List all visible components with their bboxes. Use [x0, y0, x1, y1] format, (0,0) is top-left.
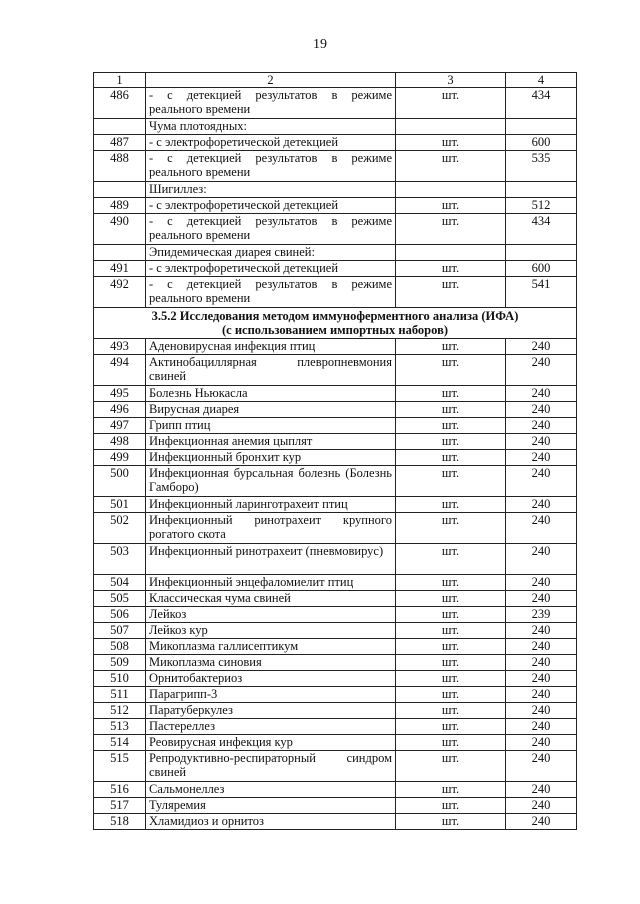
empty-cell: [506, 119, 577, 135]
row-price: 240: [506, 386, 577, 402]
row-unit: шт.: [396, 88, 506, 119]
row-number: 496: [94, 402, 146, 418]
row-number: 495: [94, 386, 146, 402]
table-row: [94, 782, 577, 798]
row-number: 491: [94, 261, 146, 277]
row-number: 486: [94, 88, 146, 119]
price-table-body: [94, 73, 577, 830]
row-number: 515: [94, 751, 146, 782]
table-row: [94, 607, 577, 623]
row-unit: шт.: [396, 607, 506, 623]
row-unit: шт.: [396, 798, 506, 814]
empty-cell: [396, 119, 506, 135]
row-price: 434: [506, 88, 577, 119]
row-description: Сальмонеллез: [146, 782, 396, 798]
row-description: - с электрофоретической детекцией: [146, 198, 396, 214]
row-description: Паратуберкулез: [146, 703, 396, 719]
group-heading: Эпидемическая диарея свиней:: [146, 245, 396, 261]
row-number: 509: [94, 655, 146, 671]
row-unit: шт.: [396, 355, 506, 386]
row-unit: шт.: [396, 782, 506, 798]
row-description: Болезнь Ньюкасла: [146, 386, 396, 402]
row-price: 240: [506, 719, 577, 735]
row-unit: шт.: [396, 261, 506, 277]
row-number: 517: [94, 798, 146, 814]
empty-cell: [506, 245, 577, 261]
header-cell: 1: [94, 73, 146, 88]
row-description: Реовирусная инфекция кур: [146, 735, 396, 751]
empty-cell: [94, 182, 146, 198]
row-description: Вирусная диарея: [146, 402, 396, 418]
row-description: Парагрипп-3: [146, 687, 396, 703]
row-unit: шт.: [396, 513, 506, 544]
row-number: 514: [94, 735, 146, 751]
row-price: 240: [506, 735, 577, 751]
header-cell: 3: [396, 73, 506, 88]
table-row: [94, 513, 577, 544]
row-description: Инфекционный ринотрахеит крупного рогатого скота: [146, 513, 396, 544]
row-unit: шт.: [396, 214, 506, 245]
row-description: - с детекцией результатов в режиме реального времени: [146, 151, 396, 182]
row-unit: шт.: [396, 703, 506, 719]
row-number: 512: [94, 703, 146, 719]
row-price: 240: [506, 575, 577, 591]
table-row: [94, 355, 577, 386]
row-number: 501: [94, 497, 146, 513]
row-price: 600: [506, 261, 577, 277]
row-unit: шт.: [396, 591, 506, 607]
row-price: 535: [506, 151, 577, 182]
row-unit: шт.: [396, 339, 506, 355]
table-row: [94, 151, 577, 182]
table-row: [94, 719, 577, 735]
row-description: - с детекцией результатов в режиме реального времени: [146, 214, 396, 245]
table-row: [94, 434, 577, 450]
row-description: Инфекционный бронхит кур: [146, 450, 396, 466]
row-price: 240: [506, 339, 577, 355]
group-heading-row: [94, 245, 577, 261]
row-description: Аденовирусная инфекция птиц: [146, 339, 396, 355]
empty-cell: [396, 245, 506, 261]
table-row: [94, 687, 577, 703]
row-price: 240: [506, 814, 577, 830]
row-price: 240: [506, 513, 577, 544]
section-heading-row: [94, 308, 577, 339]
row-number: 489: [94, 198, 146, 214]
row-description: Инфекционный ринотрахеит (пневмовирус): [146, 544, 396, 575]
row-number: 505: [94, 591, 146, 607]
row-number: 500: [94, 466, 146, 497]
row-number: 503: [94, 544, 146, 575]
table-row: [94, 591, 577, 607]
row-unit: шт.: [396, 402, 506, 418]
row-description: Классическая чума свиней: [146, 591, 396, 607]
row-price: 240: [506, 450, 577, 466]
row-unit: шт.: [396, 639, 506, 655]
table-row: [94, 261, 577, 277]
table-row: [94, 655, 577, 671]
row-description: Репродуктивно-респираторный синдром свиней: [146, 751, 396, 782]
row-price: 240: [506, 655, 577, 671]
table-row: [94, 135, 577, 151]
group-heading: Шигиллез:: [146, 182, 396, 198]
row-description: Лейкоз: [146, 607, 396, 623]
row-unit: шт.: [396, 719, 506, 735]
table-row: [94, 214, 577, 245]
row-number: 504: [94, 575, 146, 591]
row-unit: шт.: [396, 450, 506, 466]
row-number: 499: [94, 450, 146, 466]
row-price: 240: [506, 623, 577, 639]
row-price: 240: [506, 751, 577, 782]
table-row: [94, 575, 577, 591]
row-number: 510: [94, 671, 146, 687]
row-description: Инфекционная анемия цыплят: [146, 434, 396, 450]
row-price: 240: [506, 703, 577, 719]
row-description: - с детекцией результатов в режиме реального времени: [146, 277, 396, 308]
table-row: [94, 735, 577, 751]
row-description: Орнитобактериоз: [146, 671, 396, 687]
row-number: 506: [94, 607, 146, 623]
row-description: Актинобациллярная плевропневмония свиней: [146, 355, 396, 386]
row-price: 240: [506, 434, 577, 450]
row-unit: шт.: [396, 814, 506, 830]
row-price: 240: [506, 497, 577, 513]
row-number: 502: [94, 513, 146, 544]
row-price: 240: [506, 687, 577, 703]
row-price: 239: [506, 607, 577, 623]
row-number: 513: [94, 719, 146, 735]
table-row: [94, 814, 577, 830]
row-description: - с электрофоретической детекцией: [146, 261, 396, 277]
row-price: 240: [506, 544, 577, 575]
row-description: Инфекционная бурсальная болезнь (Болезнь Гамборо): [146, 466, 396, 497]
table-row: [94, 386, 577, 402]
row-number: 518: [94, 814, 146, 830]
empty-cell: [94, 119, 146, 135]
row-price: 240: [506, 782, 577, 798]
row-unit: шт.: [396, 418, 506, 434]
row-unit: шт.: [396, 575, 506, 591]
row-unit: шт.: [396, 671, 506, 687]
row-number: 490: [94, 214, 146, 245]
row-number: 507: [94, 623, 146, 639]
row-unit: шт.: [396, 623, 506, 639]
table-row: [94, 703, 577, 719]
table-row: [94, 497, 577, 513]
row-unit: шт.: [396, 735, 506, 751]
page-number: 19: [313, 37, 327, 52]
row-unit: шт.: [396, 135, 506, 151]
row-unit: шт.: [396, 497, 506, 513]
table-row: [94, 450, 577, 466]
row-unit: шт.: [396, 751, 506, 782]
row-description: Инфекционный ларинготрахеит птиц: [146, 497, 396, 513]
row-description: Грипп птиц: [146, 418, 396, 434]
row-price: 240: [506, 355, 577, 386]
group-heading: Чума плотоядных:: [146, 119, 396, 135]
row-unit: шт.: [396, 544, 506, 575]
row-unit: шт.: [396, 655, 506, 671]
row-description: Микоплазма синовия: [146, 655, 396, 671]
row-price: 240: [506, 798, 577, 814]
row-unit: шт.: [396, 434, 506, 450]
row-number: 488: [94, 151, 146, 182]
table-row: [94, 544, 577, 575]
section-heading-line: (с использованием импортных наборов): [221, 323, 448, 337]
group-heading-row: [94, 182, 577, 198]
row-price: 240: [506, 671, 577, 687]
table-row: [94, 339, 577, 355]
row-number: 493: [94, 339, 146, 355]
table-row: [94, 639, 577, 655]
row-unit: шт.: [396, 277, 506, 308]
row-price: 240: [506, 402, 577, 418]
table-row: [94, 798, 577, 814]
row-number: 508: [94, 639, 146, 655]
table-row: [94, 623, 577, 639]
row-description: Хламидиоз и орнитоз: [146, 814, 396, 830]
row-number: 497: [94, 418, 146, 434]
row-unit: шт.: [396, 466, 506, 497]
table-row: [94, 751, 577, 782]
row-price: 512: [506, 198, 577, 214]
row-unit: шт.: [396, 687, 506, 703]
row-description: Инфекционный энцефаломиелит птиц: [146, 575, 396, 591]
row-price: 600: [506, 135, 577, 151]
row-unit: шт.: [396, 198, 506, 214]
table-row: [94, 402, 577, 418]
price-table: [93, 72, 577, 830]
row-description: Лейкоз кур: [146, 623, 396, 639]
table-row: [94, 277, 577, 308]
row-description: Микоплазма галлисептикум: [146, 639, 396, 655]
row-description: Пастереллез: [146, 719, 396, 735]
row-description: Туляремия: [146, 798, 396, 814]
row-description: - с детекцией результатов в режиме реального времени: [146, 88, 396, 119]
table-row: [94, 88, 577, 119]
empty-cell: [396, 182, 506, 198]
table-row: [94, 418, 577, 434]
row-price: 240: [506, 466, 577, 497]
row-unit: шт.: [396, 151, 506, 182]
row-price: 541: [506, 277, 577, 308]
group-heading-row: [94, 119, 577, 135]
empty-cell: [94, 245, 146, 261]
row-price: 240: [506, 639, 577, 655]
row-price: 240: [506, 418, 577, 434]
table-row: [94, 466, 577, 497]
row-description: - с электрофоретической детекцией: [146, 135, 396, 151]
empty-cell: [506, 182, 577, 198]
header-cell: 4: [506, 73, 577, 88]
row-number: 492: [94, 277, 146, 308]
section-heading-line: 3.5.2 Исследования методом иммуноферментного анализа (ИФА): [151, 309, 519, 323]
row-price: 240: [506, 591, 577, 607]
header-cell: 2: [146, 73, 396, 88]
row-number: 498: [94, 434, 146, 450]
row-unit: шт.: [396, 386, 506, 402]
row-number: 511: [94, 687, 146, 703]
table-row: [94, 671, 577, 687]
row-number: 487: [94, 135, 146, 151]
row-price: 434: [506, 214, 577, 245]
row-number: 516: [94, 782, 146, 798]
table-header-row: [94, 73, 577, 88]
table-row: [94, 198, 577, 214]
row-number: 494: [94, 355, 146, 386]
section-heading: [94, 308, 577, 339]
